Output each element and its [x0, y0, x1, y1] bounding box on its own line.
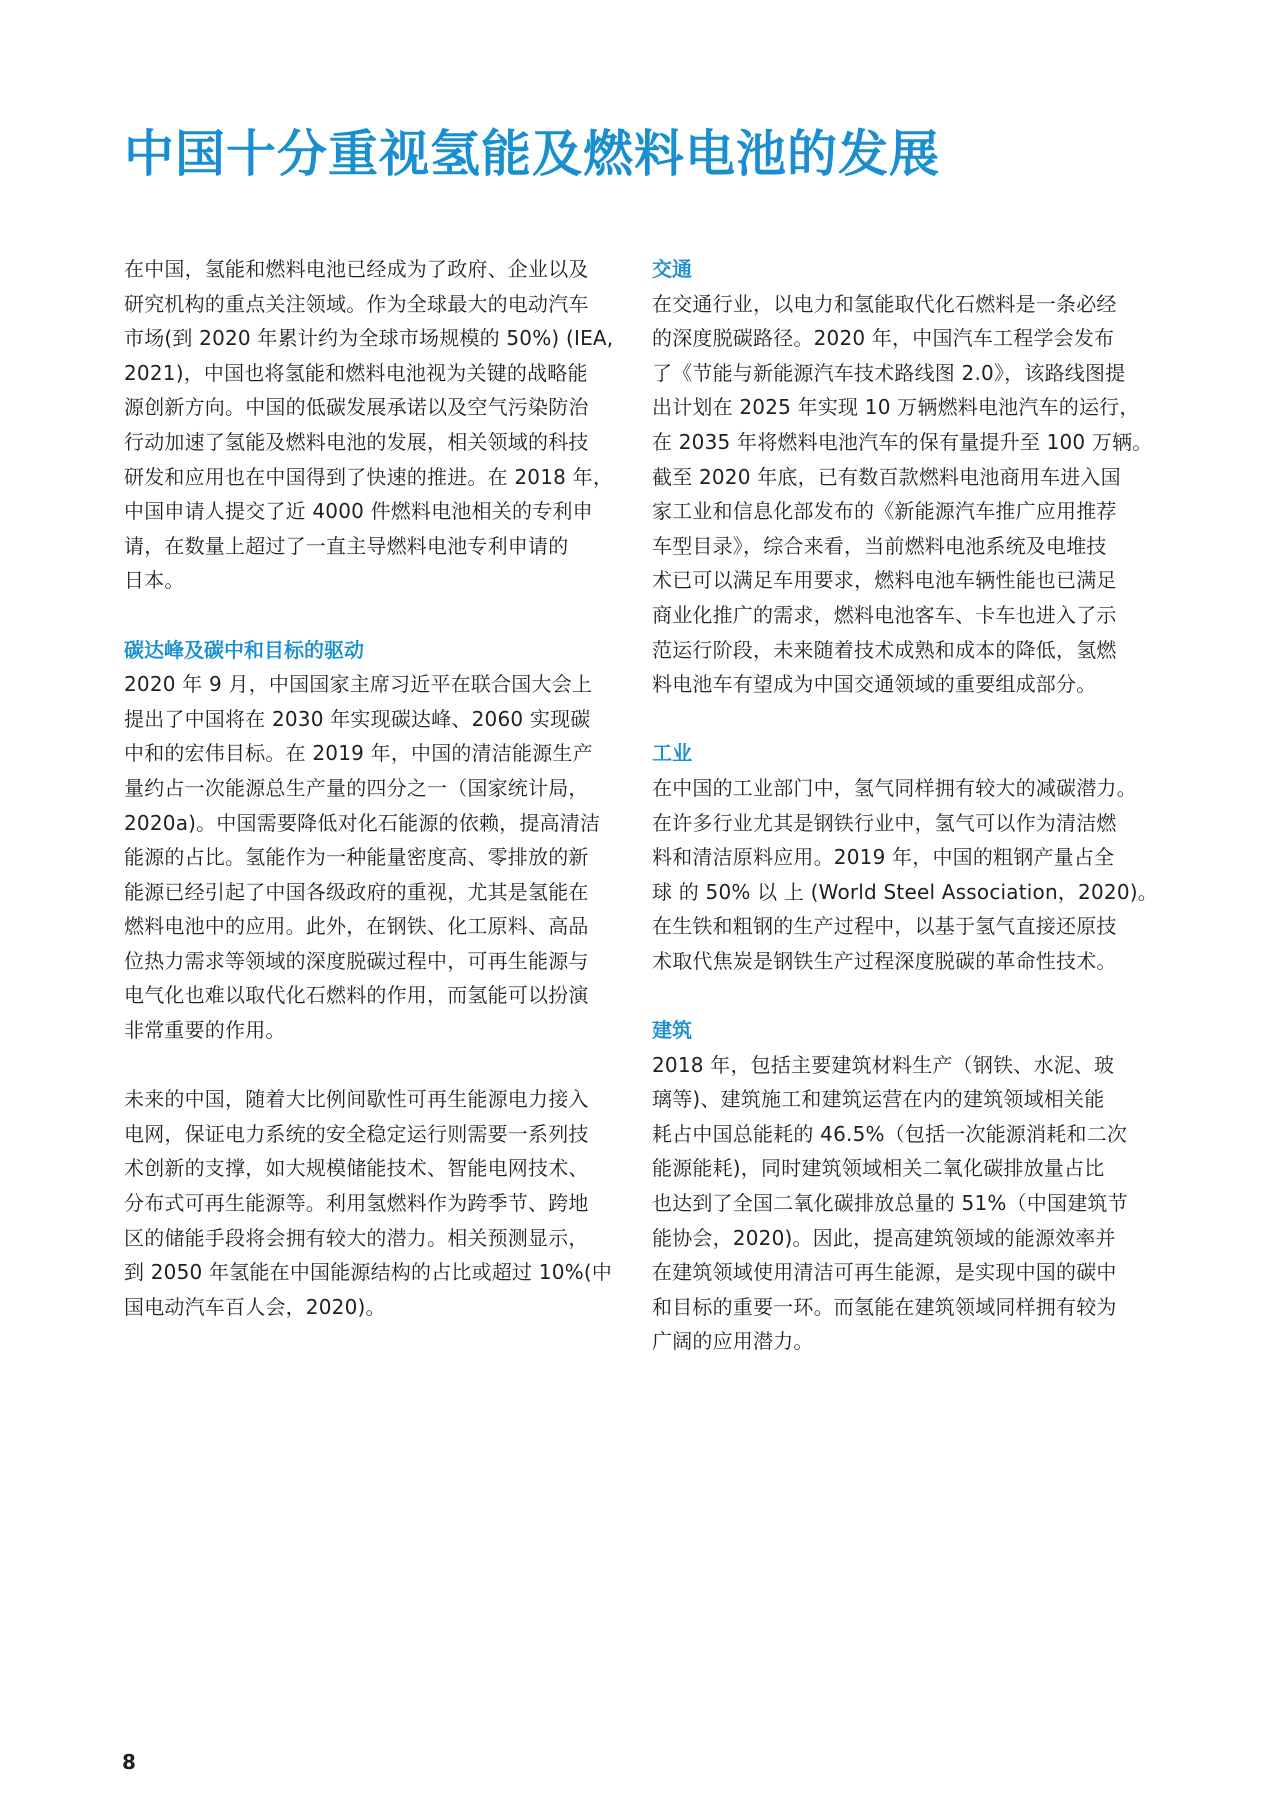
text-line: 区的储能手段将会拥有较大的潜力。相关预测显示，	[124, 1225, 589, 1250]
carbon-paragraph	[124, 667, 632, 1048]
text-line: 日本。	[124, 568, 185, 593]
text-line: 电气化也难以取代化石燃料的作用，而氢能可以扮演	[124, 983, 589, 1008]
section-heading-building: 建筑	[652, 1018, 692, 1043]
text-line: 能源已经引起了中国各级政府的重视，尤其是氢能在	[124, 879, 589, 904]
text-line: 中国申请人提交了近 4000 件燃料电池相关的专利申	[124, 499, 593, 524]
text-line: 到 2050 年氢能在中国能源结构的占比或超过 10%(中	[124, 1260, 613, 1285]
text-line: 术取代焦炭是钢铁生产过程深度脱碳的革命性技术。	[652, 948, 1117, 973]
text-line: 研究机构的重点关注领域。作为全球最大的电动汽车	[124, 291, 589, 316]
text-line: 2021)，中国也将氢能和燃料电池视为关键的战略能	[124, 360, 588, 385]
section-heading-carbon: 碳达峰及碳中和目标的驱动	[124, 637, 364, 662]
text-line: 在许多行业尤其是钢铁行业中，氢气可以作为清洁燃	[652, 810, 1117, 835]
text-line: 的深度脱碳路径。2020 年，中国汽车工程学会发布	[652, 326, 1115, 351]
text-line: 量约占一次能源总生产量的四分之一（国家统计局，	[124, 775, 589, 800]
text-line: 车型目录》，综合来看，当前燃料电池系统及电堆技	[652, 533, 1107, 558]
text-line: 位热力需求等领域的深度脱碳过程中，可再生能源与	[124, 948, 589, 973]
section-heading-industry: 工业	[652, 741, 692, 766]
text-line: 料和清洁原料应用。2019 年，中国的粗钢产量占全	[652, 845, 1115, 870]
text-line: 能源的占比。氢能作为一种能量密度高、零排放的新	[124, 845, 589, 870]
text-line: 燃料电池中的应用。此外，在钢铁、化工原料、高品	[124, 914, 589, 939]
paragraph-gap	[124, 1048, 632, 1083]
text-line: 分布式可再生能源等。利用氢燃料作为跨季节、跨地	[124, 1191, 589, 1216]
text-line: 非常重要的作用。	[124, 1018, 286, 1043]
text-line: 和目标的重要一环。而氢能在建筑领域同样拥有较为	[652, 1294, 1117, 1319]
intro-paragraph	[124, 252, 632, 598]
right-column	[652, 252, 1160, 1359]
future-paragraph	[124, 1082, 632, 1324]
text-line: 术已可以满足车用要求，燃料电池车辆性能也已满足	[652, 568, 1117, 593]
transport-paragraph	[652, 287, 1160, 702]
text-line: 国电动汽车百人会，2020)。	[124, 1294, 386, 1319]
paragraph-gap	[124, 598, 632, 633]
text-line: 在中国，氢能和燃料电池已经成为了政府、企业以及	[124, 257, 589, 281]
text-line: 提出了中国将在 2030 年实现碳达峰、2060 实现碳	[124, 706, 591, 731]
section-heading-transport: 交通	[652, 257, 692, 281]
text-line: 能协会，2020)。因此，提高建筑领域的能源效率并	[652, 1225, 1116, 1250]
text-line: 了《节能与新能源汽车技术路线图 2.0》，该路线图提	[652, 360, 1126, 385]
text-line: 研发和应用也在中国得到了快速的推进。在 2018 年，	[124, 464, 614, 489]
text-line: 中和的宏伟目标。在 2019 年，中国的清洁能源生产	[124, 741, 593, 766]
text-line: 在中国的工业部门中，氢气同样拥有较大的减碳潜力。	[652, 775, 1137, 800]
text-line: 行动加速了氢能及燃料电池的发展，相关领域的科技	[124, 429, 589, 454]
paragraph-gap	[652, 978, 1160, 1013]
text-line: 广阔的应用潜力。	[652, 1329, 814, 1354]
text-line: 电网，保证电力系统的安全稳定运行则需要一系列技	[124, 1121, 589, 1146]
building-paragraph	[652, 1048, 1160, 1359]
paragraph-gap	[652, 702, 1160, 737]
text-line: 2020a)。中国需要降低对化石能源的依赖，提高清洁	[124, 810, 601, 835]
text-line: 耗占中国总能耗的 46.5%（包括一次能源消耗和二次	[652, 1121, 1128, 1146]
text-line: 源创新方向。中国的低碳发展承诺以及空气污染防治	[124, 395, 589, 420]
text-line: 球 的 50% 以 上 (World Steel Association，2020)。	[652, 879, 1158, 904]
text-line: 璃等)、建筑施工和建筑运营在内的建筑领域相关能	[652, 1087, 1105, 1112]
left-column	[124, 252, 632, 1324]
industry-paragraph	[652, 771, 1160, 979]
page-title: 中国十分重视氢能及燃料电池的发展	[124, 125, 940, 183]
text-line: 在生铁和粗钢的生产过程中，以基于氢气直接还原技	[652, 914, 1117, 939]
text-line: 也达到了全国二氧化碳排放总量的 51%（中国建筑节	[652, 1191, 1128, 1216]
text-line: 范运行阶段，未来随着技术成熟和成本的降低，氢燃	[652, 637, 1117, 662]
text-line: 未来的中国，随着大比例间歇性可再生能源电力接入	[124, 1087, 589, 1112]
text-line: 出计划在 2025 年实现 10 万辆燃料电池汽车的运行，	[652, 395, 1140, 420]
text-line: 市场(到 2020 年累计约为全球市场规模的 50%) (IEA,	[124, 326, 614, 351]
text-line: 料电池车有望成为中国交通领域的重要组成部分。	[652, 672, 1097, 697]
text-line: 2020 年 9 月，中国国家主席习近平在联合国大会上	[124, 672, 593, 697]
text-line: 商业化推广的需求，燃料电池客车、卡车也进入了示	[652, 602, 1117, 627]
text-line: 在交通行业，以电力和氢能取代化石燃料是一条必经	[652, 291, 1117, 316]
text-line: 能源能耗)，同时建筑领域相关二氧化碳排放量占比	[652, 1156, 1105, 1181]
text-line: 在建筑领域使用清洁可再生能源，是实现中国的碳中	[652, 1260, 1117, 1285]
page-number: 8	[122, 1750, 136, 1774]
text-line: 术创新的支撑，如大规模储能技术、智能电网技术、	[124, 1156, 589, 1181]
text-line: 请，在数量上超过了一直主导燃料电池专利申请的	[124, 533, 569, 558]
text-line: 家工业和信息化部发布的《新能源汽车推广应用推荐	[652, 499, 1117, 524]
text-line: 在 2035 年将燃料电池汽车的保有量提升至 100 万辆。	[652, 429, 1153, 454]
text-line: 截至 2020 年底，已有数百款燃料电池商用车进入国	[652, 464, 1121, 489]
text-line: 2018 年，包括主要建筑材料生产（钢铁、水泥、玻	[652, 1052, 1115, 1077]
